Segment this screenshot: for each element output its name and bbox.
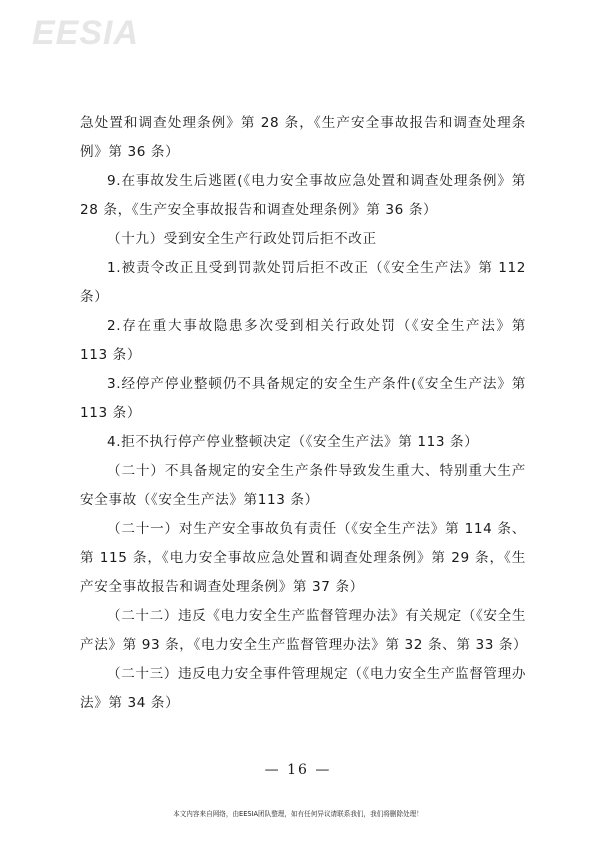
eesia-logo: EESIA — [32, 14, 140, 52]
document-body — [80, 109, 526, 718]
paragraph: 4.拒不执行停产停业整顿决定（《安全生产法》第 113 条） — [107, 434, 479, 450]
section-heading: （二十一）对生产安全事故负有责任（《安全生产法》第 114 条、第 115 条，《电力安全事故应急处置和调查处理条例》第 29 条，《生产安全事故报告和调查处理条例》第 37 条） — [80, 521, 526, 595]
paragraph: 3.经停产停业整顿仍不具备规定的安全生产条件(《安全生产法》第 113 条） — [80, 376, 526, 421]
footer-disclaimer: 本文内容来自网络，由EESIA团队整理，如有任何异议请联系我们，我们将删除处理！ — [173, 810, 423, 818]
section-heading: （二十三）违反电力安全事件管理规定（《电力安全生产监督管理办法》第 34 条） — [80, 666, 527, 711]
paragraph: 9.在事故发生后逃匿(《电力安全事故应急处置和调查处理条例》第 28 条，《生产安全事故报告和调查处理条例》第 36 条） — [80, 173, 526, 218]
section-heading: （二十二）违反《电力安全生产监督管理办法》有关规定（《安全生产法》第 93 条，《电力安全生产监督管理办法》第 32 条、第 33 条） — [80, 608, 528, 653]
section-heading: （十九）受到安全生产行政处罚后拒不改正 — [107, 231, 377, 247]
paragraph: 1.被责令改正且受到罚款处罚后拒不改正（《安全生产法》第 112 条） — [80, 260, 526, 305]
paragraph: 2.存在重大事故隐患多次受到相关行政处罚（《安全生产法》第 113 条） — [80, 318, 526, 363]
paragraph: 急处置和调查处理条例》第 28 条，《生产安全事故报告和调查处理条例》第 36 条） — [80, 115, 526, 160]
section-heading: （二十）不具备规定的安全生产条件导致发生重大、特别重大生产安全事故（《安全生产法》第113 条） — [80, 463, 526, 508]
page-number: — 16 — — [264, 762, 332, 778]
